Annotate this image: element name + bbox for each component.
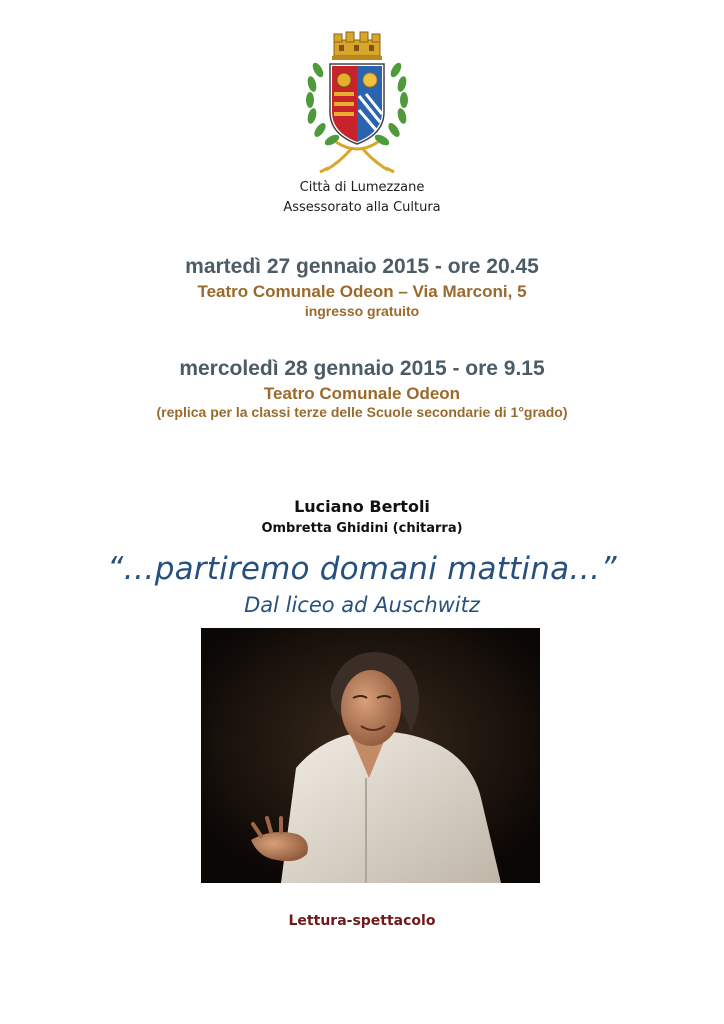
shield-icon	[330, 64, 384, 144]
event-2-note: (replica per la classi terze delle Scuole secondarie di 1°grado)	[156, 404, 568, 420]
supporting-performer: Ombretta Ghidini (chitarra)	[261, 521, 463, 536]
city-coat-of-arms	[296, 30, 418, 178]
crown-icon	[332, 32, 382, 60]
ribbon-icon	[320, 142, 394, 172]
performer-photo	[201, 628, 540, 883]
main-performer: Luciano Bertoli	[294, 497, 430, 516]
event-2-date: mercoledì 28 gennaio 2015 - ore 9.15	[179, 357, 545, 380]
event-2-venue: Teatro Comunale Odeon	[263, 384, 461, 403]
show-genre: Lettura-spettacolo	[288, 913, 436, 929]
event-1-date: martedì 27 gennaio 2015 - ore 20.45	[185, 255, 539, 278]
event-1-venue: Teatro Comunale Odeon – Via Marconi, 5	[197, 282, 527, 301]
show-title: “…partiremo domani mattina…”	[107, 551, 617, 587]
event-1-note: ingresso gratuito	[304, 303, 420, 319]
show-subtitle: Dal liceo ad Auschwitz	[244, 593, 480, 617]
department-name: Assessorato alla Cultura	[283, 200, 441, 215]
city-name: Città di Lumezzane	[299, 180, 425, 195]
